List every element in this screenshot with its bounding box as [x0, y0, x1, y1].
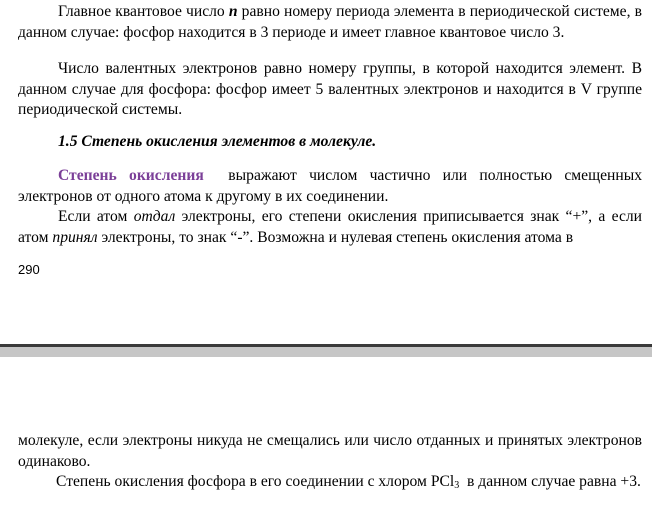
- page-number: 290: [18, 262, 40, 277]
- paragraph-zero-oxidation: молекуле, если электроны никуда не смещались или число отданных и принятых электронов одинаково.: [18, 432, 642, 470]
- paragraph-valence-electrons: Число валентных электронов равно номеру группы, в которой находится элемент. В данном случае для фосфора: фосфор имеет 5 валентных электронов и находится в V группе периодической системы.: [18, 60, 642, 118]
- text-fragment: в данном случае равна +3.: [459, 473, 641, 490]
- word-took: принял: [52, 228, 98, 246]
- section-heading: 1.5 Степень окисления элементов в молекуле.: [58, 133, 377, 150]
- text-fragment: выражают числом частично или полностью смещенных электронов от одного атома к другому в их соединении.: [18, 167, 646, 205]
- paragraph-oxidation-definition: [18, 166, 646, 207]
- paragraph-phosphorus-oxidation: [18, 472, 642, 493]
- subscript-3: 3: [454, 480, 460, 491]
- text-fragment: равно номеру периода элемента в периодической системе, в данном случае: фосфор находится в 3 периоде и имеет главное квантовое число 3.: [18, 3, 642, 41]
- page-separator-shadow: [0, 344, 652, 347]
- symbol-n: n: [228, 3, 238, 20]
- text-fragment: Главное квантовое число: [58, 3, 229, 20]
- term-oxidation-state: Степень окисления: [58, 167, 204, 184]
- paragraph-oxidation-sign: [18, 207, 642, 248]
- paragraph-principal-quantum-number: [18, 2, 642, 43]
- text-fragment: электроны, то знак “-”. Возможна и нулевая степень окисления атома в: [97, 228, 574, 246]
- text-fragment: Степень окисления фосфора в его соединении с хлором PCl: [56, 473, 455, 490]
- word-gave: отдал: [133, 208, 176, 225]
- document-page-bottom: [0, 357, 652, 521]
- text-fragment: электроны, его степени окисления приписывается знак “+”, а если атом: [18, 208, 642, 246]
- text-fragment: Если атом: [58, 208, 134, 225]
